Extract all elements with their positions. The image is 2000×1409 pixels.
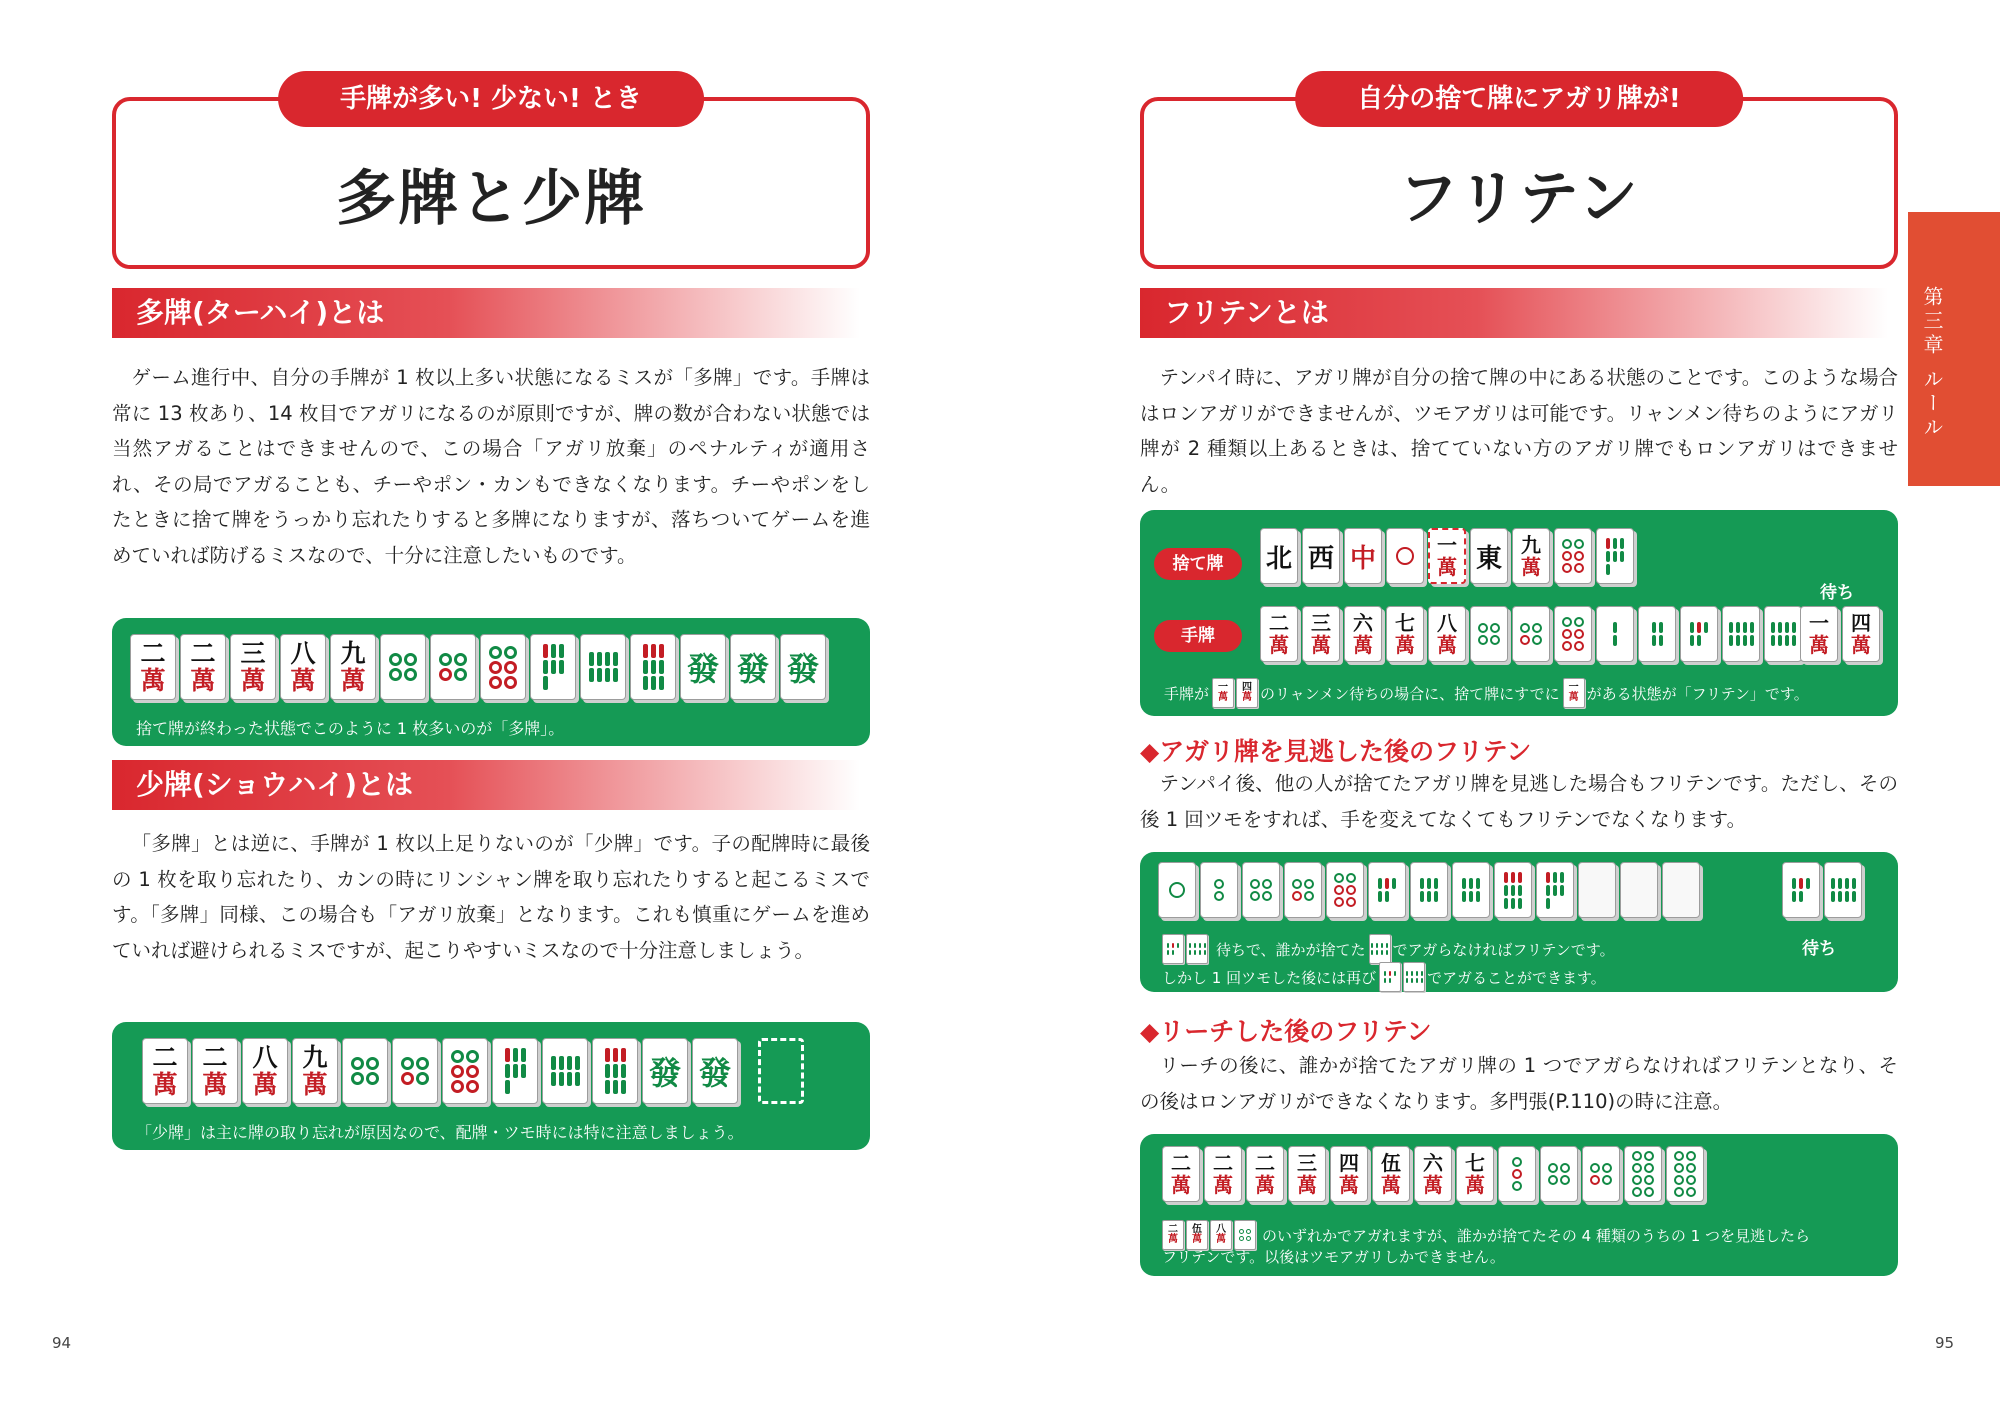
tile-1-pin — [1158, 862, 1196, 918]
tile-2-man: 二 萬 — [142, 1038, 188, 1104]
page-number: 94 — [52, 1334, 72, 1352]
tile-5-man: 伍 萬 — [1372, 1146, 1410, 1202]
tile-3-man: 三 萬 — [1288, 1146, 1326, 1202]
body-text-shouhai: 「多牌」とは逆に、手牌が 1 枚以上足りないのが「少牌」です。子の配牌時に最後の 1 枚を取り忘れたり、カンの時にリンシャン牌を取り忘れたりすると起こるミスです。「多牌」同様、この場合も「アガリ放棄」となります。これも慎重にゲームを進めていれば避けられるミスですが、起こりやすいミスなので十分注意しましょう。 — [112, 832, 870, 962]
tile-4-man: 四 萬 — [1330, 1146, 1368, 1202]
subheading-miss: ◆アガリ牌を見逃した後のフリテン — [1140, 737, 1532, 766]
label-hand: 手牌 — [1154, 620, 1242, 652]
subheading-riichi: ◆リーチした後のフリテン — [1140, 1017, 1432, 1046]
tile-6-man: 六 萬 — [1414, 1146, 1452, 1202]
tile-1-man-mini: 一 萬 — [1563, 678, 1585, 708]
tile-2-man: 二 萬 — [192, 1038, 238, 1104]
tile-6-man: 六 萬 — [1344, 606, 1382, 662]
tile-4-pin — [1540, 1146, 1578, 1202]
caption-furiten — [1164, 678, 1809, 708]
tile-5-pin — [392, 1038, 438, 1104]
tile-1-man: 一 萬 — [1800, 606, 1838, 662]
tile-row-hand — [1260, 606, 1806, 662]
wait-label: 待ち — [1802, 939, 1836, 959]
tile-hatsu: 發 — [730, 634, 776, 700]
tile-7-sou — [1596, 528, 1634, 584]
tile-3-man: 三 萬 — [1302, 606, 1340, 662]
tile-6-pin — [480, 634, 526, 700]
body-text-riichi: リーチの後に、誰かが捨てたアガリ牌の 1 つでアガらなければフリテンとなり、その後はロンアガリができなくなります。多門張(P.110)の時に注意。 — [1140, 1054, 1898, 1113]
tile-2-man: 二 萬 — [1162, 1146, 1200, 1202]
tile-9-sou — [592, 1038, 638, 1104]
caption-shouhai: 「少牌」は主に牌の取り忘れが原因なので、配牌・ツモ時には特に注意しましょう。 — [136, 1123, 744, 1142]
tile-8-pin — [1624, 1146, 1662, 1202]
caption-part: のリャンメン待ちの場合に、捨て牌にすでに — [1260, 684, 1560, 703]
tile-8-sou — [1824, 862, 1862, 918]
title-card-furiten — [1140, 84, 1898, 269]
tile-8-sou — [1764, 606, 1802, 662]
body-text-miss: テンパイ後、他の人が捨てたアガリ牌を見逃した場合もフリテンです。ただし、その後 1 回ツモをすれば、手を変えてなくてもフリテンでなくなります。 — [1140, 772, 1898, 831]
tile-west: 西 — [1302, 528, 1340, 584]
caption-part: でアガることができます。 — [1427, 968, 1606, 987]
tile-9-sou — [630, 634, 676, 700]
caption-miss-line2 — [1162, 962, 1606, 992]
tile-7-man: 七 萬 — [1456, 1146, 1494, 1202]
tile-2-man: 二 萬 — [1204, 1146, 1242, 1202]
tile-1-man-highlighted: 一 萬 — [1428, 528, 1466, 584]
tile-7-sou — [492, 1038, 538, 1104]
tile-row-wait — [1800, 606, 1884, 662]
tile-6-pin — [1326, 862, 1364, 918]
tile-2-man: 二 萬 — [180, 634, 226, 700]
tile-5-sou — [1782, 862, 1820, 918]
tile-panel-shouhai — [112, 1022, 870, 1150]
caption-part: しかし 1 回ツモした後には再び — [1162, 968, 1377, 987]
tile-5-sou — [1368, 862, 1406, 918]
tile-6-pin — [1554, 606, 1592, 662]
tile-9-man: 九 萬 — [1512, 528, 1550, 584]
tile-row-discard — [1260, 528, 1638, 584]
tile-8-man-mini: 八 萬 — [1210, 1220, 1232, 1250]
tile-hatsu: 發 — [642, 1038, 688, 1104]
tile-5-pin — [1582, 1146, 1620, 1202]
tile-2-man: 二 萬 — [1246, 1146, 1284, 1202]
tile-1-man-mini: 一 萬 — [1212, 678, 1234, 708]
tile-8-man: 八 萬 — [280, 634, 326, 700]
chapter-side-tab — [1908, 212, 2000, 486]
tile-5-man-mini: 伍 萬 — [1186, 1220, 1208, 1250]
chapter-tab-label: 第三章 ルール — [1920, 286, 1944, 441]
tile-7-sou — [1536, 862, 1574, 918]
tile-8-sou-mini — [1369, 934, 1391, 964]
tile-east: 東 — [1470, 528, 1508, 584]
caption-part: のいずれかでアガれますが、誰かが捨てたその 4 種類のうちの 1 つを見逃したら — [1262, 1226, 1811, 1245]
tile-row-miss-wait — [1782, 862, 1866, 918]
tile-8-sou — [580, 634, 626, 700]
caption-part: 待ちで、誰かが捨てた — [1216, 940, 1366, 959]
tile-4-pin — [342, 1038, 388, 1104]
tile-8-sou-mini — [1403, 962, 1425, 992]
tile-6-pin — [442, 1038, 488, 1104]
page-number: 95 — [1935, 1334, 1955, 1352]
tile-9-man: 九 萬 — [292, 1038, 338, 1104]
tile-row-miss-hand — [1158, 862, 1704, 918]
missing-tile-outline — [758, 1038, 804, 1104]
tile-5-pin — [1512, 606, 1550, 662]
tile-panel-miss — [1140, 852, 1898, 992]
tile-5-sou-mini — [1379, 962, 1401, 992]
section-heading-tahai: 多牌(ターハイ)とは — [112, 288, 860, 338]
tile-8-man: 八 萬 — [242, 1038, 288, 1104]
tile-panel-furiten — [1140, 510, 1898, 716]
wait-label: 待ち — [1820, 583, 1854, 603]
tile-5-pin — [1284, 862, 1322, 918]
tile-4-sou — [1638, 606, 1676, 662]
tile-6-sou — [1410, 862, 1448, 918]
title-tag: 自分の捨て牌にアガリ牌が! — [1295, 71, 1743, 127]
tile-2-sou — [1596, 606, 1634, 662]
tile-5-sou — [1680, 606, 1718, 662]
tile-3-man: 三 萬 — [230, 634, 276, 700]
tile-blank — [1578, 862, 1616, 918]
body-text-furiten: テンパイ時に、アガリ牌が自分の捨て牌の中にある状態のことです。このような場合はロンアガリができませんが、ツモアガリは可能です。リャンメン待ちのようにアガリ牌が 2 種類以上あるときは、捨てていない方のアガリ牌でもロンアガリはできません。 — [1140, 366, 1898, 496]
tile-row-tahai — [130, 634, 830, 700]
caption-part: でアガらなければフリテンです。 — [1392, 940, 1615, 959]
tile-6-pin — [1554, 528, 1592, 584]
tile-8-sou — [542, 1038, 588, 1104]
tile-8-sou-mini — [1186, 934, 1208, 964]
page-title: フリテン — [1398, 164, 1640, 234]
tile-4-pin — [380, 634, 426, 700]
tile-hatsu: 發 — [680, 634, 726, 700]
tile-north: 北 — [1260, 528, 1298, 584]
title-card-tahai — [112, 84, 870, 269]
section-heading-shouhai: 少牌(ショウハイ)とは — [112, 760, 860, 810]
page-title: 多牌と少牌 — [336, 164, 646, 234]
tile-panel-tahai — [112, 618, 870, 746]
tile-4-man: 四 萬 — [1842, 606, 1880, 662]
tile-2-man: 二 萬 — [130, 634, 176, 700]
caption-part: がある状態が「フリテン」です。 — [1586, 684, 1809, 703]
tile-5-sou-mini — [1162, 934, 1184, 964]
caption-miss-line1 — [1162, 934, 1615, 964]
tile-5-pin — [430, 634, 476, 700]
tile-2-man: 二 萬 — [1260, 606, 1298, 662]
body-text-tahai: ゲーム進行中、自分の手牌が 1 枚以上多い状態になるミスが「多牌」です。手牌は常に 13 枚あり、14 枚目でアガリになるのが原則ですが、牌の数が合わない状態では当然アガることはできませんので、この場合「アガリ放棄」のペナルティが適用され、その局でアガることも、チーやポン・カンもできなくなります。チーやポンをしたときに捨て牌をうっかり忘れたりすると多牌になりますが、落ちついてゲームを進めていれば防げるミスなので、十分に注意したいものです。 — [112, 366, 870, 567]
tile-chun: 中 — [1344, 528, 1382, 584]
tile-6-sou — [1452, 862, 1490, 918]
tile-2-man-mini: 二 萬 — [1162, 1220, 1184, 1250]
tile-row-shouhai — [142, 1038, 808, 1104]
title-tag: 手牌が多い! 少ない! とき — [278, 71, 704, 127]
caption-tahai: 捨て牌が終わった状態でこのように 1 枚多いのが「多牌」。 — [136, 719, 565, 738]
section-heading-furiten: フリテンとは — [1140, 288, 1888, 338]
tile-panel-riichi — [1140, 1134, 1898, 1276]
tile-7-sou — [530, 634, 576, 700]
tile-8-pin — [1666, 1146, 1704, 1202]
tile-9-man: 九 萬 — [330, 634, 376, 700]
tile-4-man-mini: 四 萬 — [1236, 678, 1258, 708]
tile-8-man: 八 萬 — [1428, 606, 1466, 662]
tile-9-sou — [1494, 862, 1532, 918]
tile-row-riichi — [1162, 1146, 1708, 1202]
tile-7-man: 七 萬 — [1386, 606, 1424, 662]
caption-part: 手牌が — [1164, 684, 1210, 703]
tile-4-pin — [1470, 606, 1508, 662]
tile-4-pin — [1242, 862, 1280, 918]
tile-blank — [1620, 862, 1658, 918]
tile-hatsu: 發 — [692, 1038, 738, 1104]
tile-8-sou — [1722, 606, 1760, 662]
tile-2-pin — [1200, 862, 1238, 918]
right-page — [1000, 0, 2000, 1409]
caption-riichi-line2: フリテンです。以後はツモアガリしかできません。 — [1162, 1248, 1505, 1266]
tile-hatsu: 發 — [780, 634, 826, 700]
tile-blank — [1662, 862, 1700, 918]
tile-1-pin — [1386, 528, 1424, 584]
label-discard: 捨て牌 — [1154, 548, 1242, 580]
tile-3-pin — [1498, 1146, 1536, 1202]
